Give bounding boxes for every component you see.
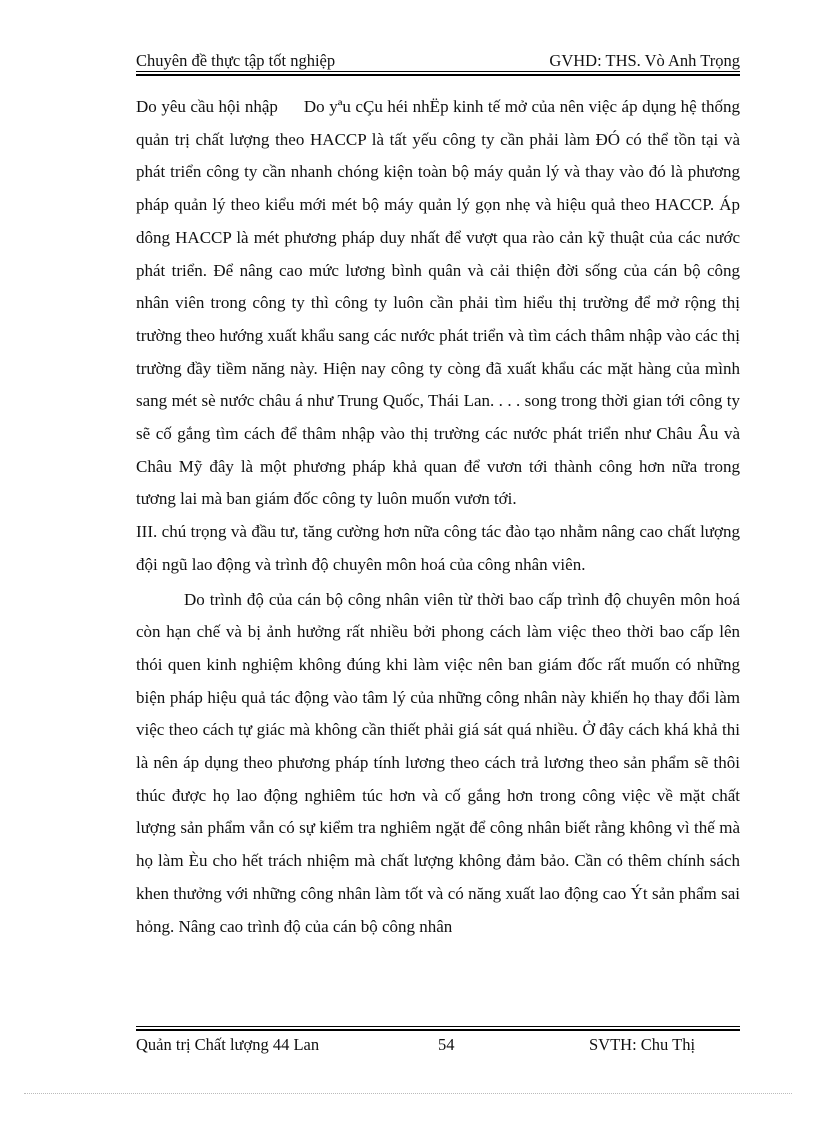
header-title: Chuyên đề thực tập tốt nghiệp	[136, 51, 336, 70]
header-advisor: GVHD: THS. Vò Anh Trọng	[549, 51, 740, 70]
document-body	[136, 91, 740, 943]
footer-course: Quản trị Chất lượng 44 Lan	[136, 1035, 320, 1054]
paragraph-1-lead: Do yêu cầu hội nhập	[136, 97, 278, 116]
paragraph-2: Do trình độ của cán bộ công nhân viên từ thời bao cấp trình độ chuyên môn hoá còn hạn chế và bị ảnh hưởng rất nhiều bởi phong cách làm việc theo thời bao cấp lên thói quen kinh nghiệm không đúng khi làm việc nên ban giám đốc rất muốn có những biện pháp hiệu quả tác động vào tâm lý của những công nhân này khiến họ thay đổi làm việc theo cách tự giác mà không cần thiết phải giá sát quá nhiều. Ở đây cách khá khả thi là nên áp dụng theo phương pháp tính lương theo cách trả lương theo sản phẩm sẽ thôi thúc được họ lao động nghiêm túc hơn và cố gắng hơn trong công việc về mặt chất lượng sản phẩm vẫn có sự kiểm tra nghiêm ngặt để công nhân biết rằng không vì thế mà họ làm Èu cho hết trách nhiệm mà chất lượng không đảm bảo. Cần có thêm chính sách khen thưởng với những công nhân làm tốt và có năng xuất lao động cao Ýt sản phẩm sai hỏng. Nâng cao trình độ của cán bộ công nhân	[136, 589, 740, 936]
page-number: 54	[438, 1035, 455, 1054]
section-heading-iii: III. chú trọng và đầu tư, tăng cường hơn nữa công tác đào tạo nhằm nâng cao chất lượng đội ngũ lao động và trình độ chuyên môn hoá của công nhân viên.	[136, 522, 740, 574]
paragraph-1	[136, 91, 740, 516]
header-divider	[136, 71, 740, 76]
footer-student: SVTH: Chu Thị	[589, 1035, 696, 1054]
page-bottom-border	[24, 1093, 792, 1094]
paragraph-1-text: Do yªu cÇu héi nhËp kinh tế mở của nên việc áp dụng hệ thống quản trị chất lượng theo HACCP là tất yếu công ty cần phải làm ĐÓ có thể tồn tại và phát triển công ty cần nhanh chóng kiện toàn bộ máy quản lý và thay vào đó là phương pháp quản lý theo kiểu mới mét bộ máy quản lý gọn nhẹ và hiệu quả theo HACCP. Áp dông HACCP là mét phương pháp duy nhất để vượt qua rào cản kỹ thuật của các nước phát triển. Để nâng cao mức lương bình quân và cải thiện đời sống của cán bộ công nhân viên trong công ty thì công ty luôn cần phải tìm hiểu thị trường để mở rộng thị trường theo hướng xuất khẩu sang các nước phát triển và tìm cách thâm nhập vào các thị trường đầy tiềm năng này. Hiện nay công ty còng đã xuất khẩu các mặt hàng của mình sang mét sè nước châu á như Trung Quốc, Thái Lan. . . . song trong thời gian tới công ty sẽ cố gắng tìm cách để thâm nhập vào thị trường các nước phát triển như Châu Âu và Châu Mỹ đây là một phương pháp khả quan để vươn tới thành công hơn nữa trong tương lai mà ban giám đốc công ty luôn muốn vươn tới.	[136, 97, 740, 509]
footer-divider	[136, 1026, 740, 1031]
page-footer	[136, 1034, 740, 1074]
page-header	[136, 52, 740, 72]
